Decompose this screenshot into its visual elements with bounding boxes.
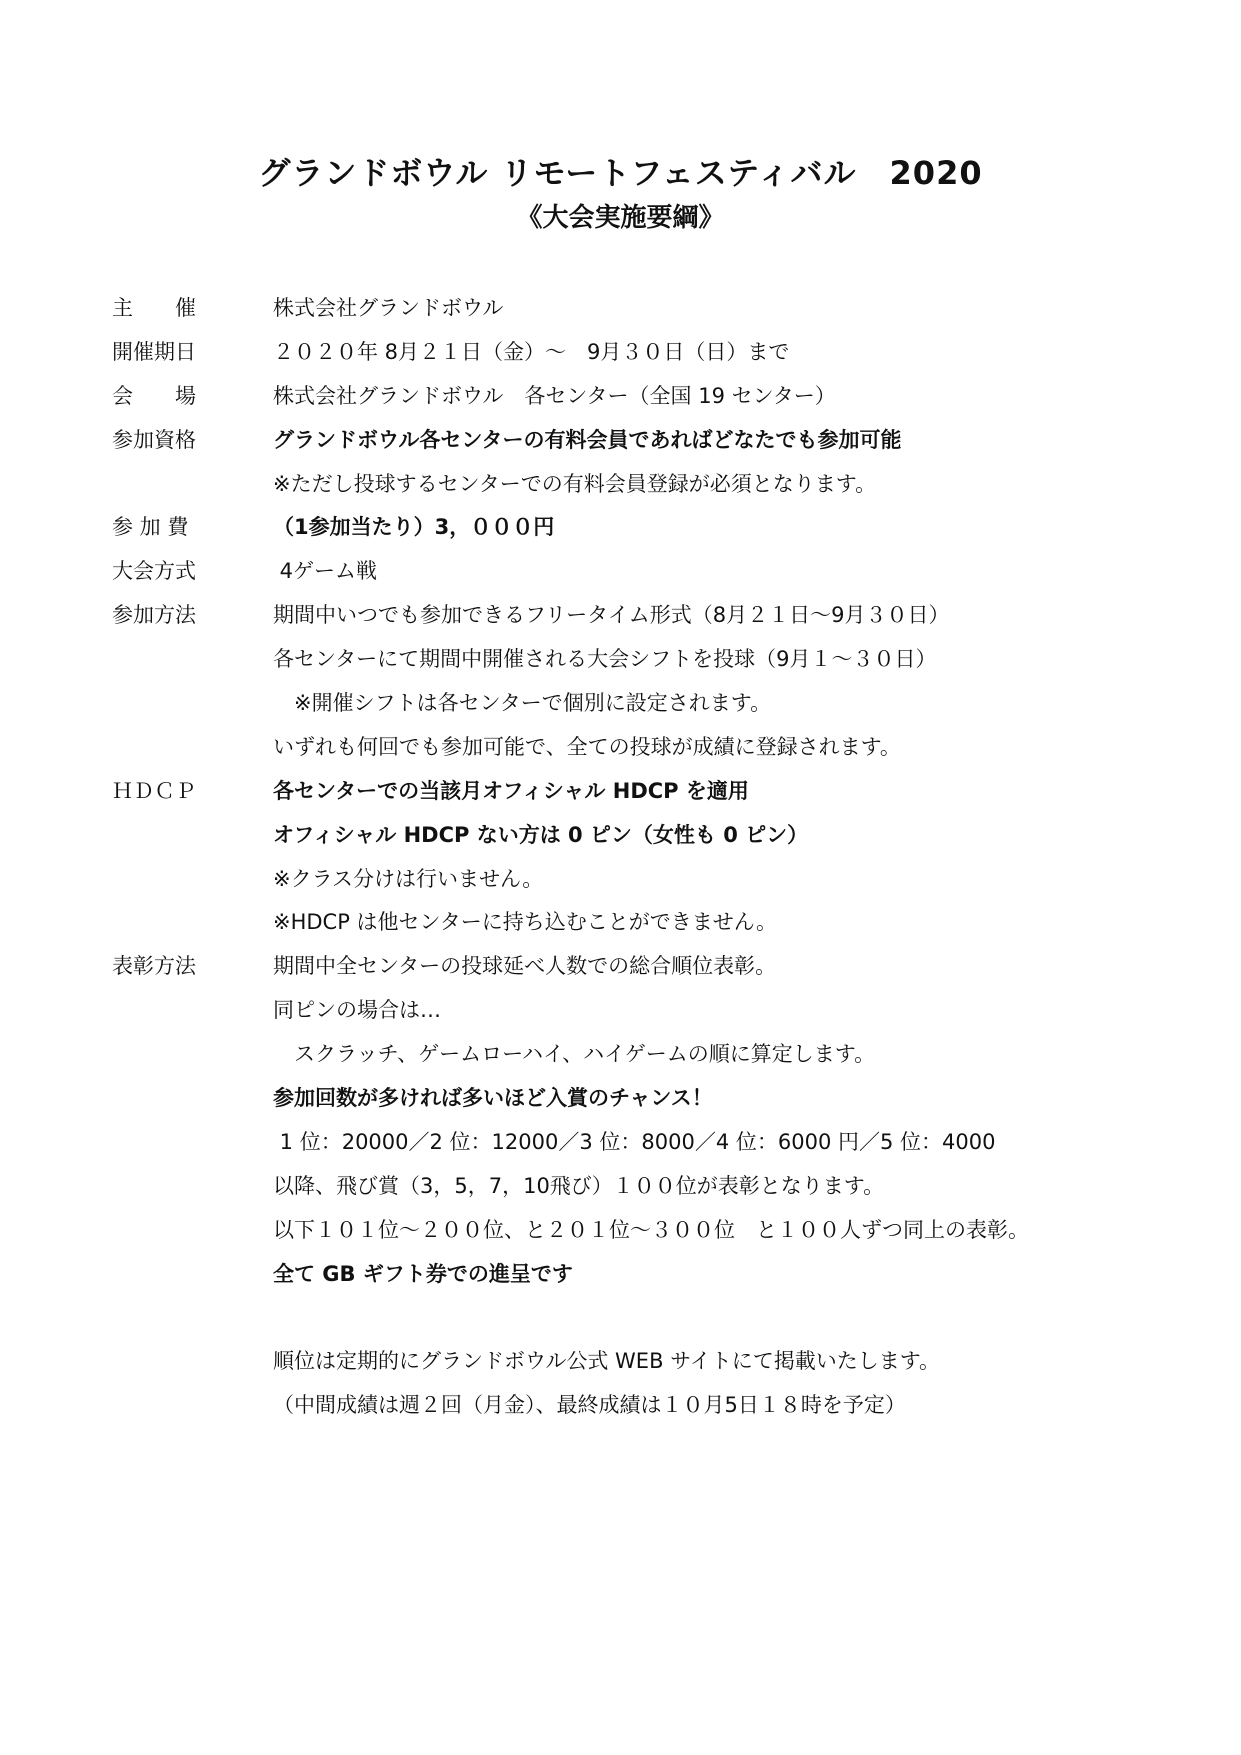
outline-row xyxy=(112,375,1192,419)
row-value: 4ゲーム戦 xyxy=(273,559,378,584)
row-value: 同ピンの場合は… xyxy=(273,998,441,1023)
row-value: 各センターでの当該月オフィシャル HDCP を適用 xyxy=(273,778,749,803)
outline-row xyxy=(112,770,1192,814)
row-value: スクラッチ、ゲームローハイ、ハイゲームの順に算定します。 xyxy=(273,1042,876,1067)
outline-row xyxy=(112,638,1192,682)
document-title: グランドボウル リモートフェスティバル 2020 xyxy=(258,154,983,192)
outline-row xyxy=(112,1121,1192,1165)
row-value: （1参加当たり）3，０００円 xyxy=(273,515,555,540)
row-value: 期間中いつでも参加できるフリータイム形式（8月２１日～9月３０日） xyxy=(273,603,950,628)
outline-table xyxy=(112,287,1192,1428)
outline-row xyxy=(112,463,1192,507)
document-subtitle: 《大会実施要綱》 xyxy=(516,203,725,233)
outline-row xyxy=(112,726,1192,770)
outline-row xyxy=(112,1033,1192,1077)
outline-row xyxy=(112,1165,1192,1209)
row-value: 以下１０１位～２００位、と２０１位～３００位 と１００人ずつ同上の表彰。 xyxy=(273,1217,1029,1242)
outline-row xyxy=(112,682,1192,726)
row-value: グランドボウル各センターの有料会員であればどなたでも参加可能 xyxy=(273,427,902,452)
outline-row xyxy=(112,814,1192,858)
row-value: ※クラス分けは行いません。 xyxy=(273,866,544,891)
outline-row xyxy=(112,989,1192,1033)
row-label: 参加方法 xyxy=(112,603,196,628)
outline-row xyxy=(112,550,1192,594)
row-value: （中間成績は週２回（月金）、最終成績は１０月5日１８時を予定） xyxy=(273,1393,906,1418)
outline-row xyxy=(112,858,1192,902)
outline-row xyxy=(112,594,1192,638)
row-value: 各センターにて期間中開催される大会シフトを投球（9月１～３０日） xyxy=(273,647,937,672)
outline-row xyxy=(112,1253,1192,1297)
outline-row xyxy=(112,331,1192,375)
row-value: ２０２０年 8月２１日（金）～ 9月３０日（日）まで xyxy=(273,339,790,364)
outline-row xyxy=(112,419,1192,463)
outline-row xyxy=(112,1209,1192,1253)
row-label: 表彰方法 xyxy=(112,954,196,979)
row-label: 会 場 xyxy=(112,383,196,408)
outline-row xyxy=(112,1077,1192,1121)
row-label: 大会方式 xyxy=(112,559,196,584)
outline-row xyxy=(112,1384,1192,1428)
row-label: 主 催 xyxy=(112,296,196,320)
row-label: 参加資格 xyxy=(112,427,196,452)
row-value: ※開催シフトは各センターで個別に設定されます。 xyxy=(273,691,772,716)
row-value: 1 位：20000／2 位：12000／3 位：8000／4 位：6000 円／5 位：4000 xyxy=(273,1129,996,1154)
outline-row xyxy=(112,901,1192,945)
row-value: 全て GB ギフト券での進呈です xyxy=(273,1261,573,1286)
outline-row xyxy=(112,1296,1192,1340)
row-label: ＨＤＣＰ xyxy=(112,778,196,803)
row-value: オフィシャル HDCP ない方は 0 ピン（女性も 0 ピン） xyxy=(273,822,809,847)
row-value: いずれも何回でも参加可能で、全ての投球が成績に登録されます。 xyxy=(273,734,901,759)
row-value: 期間中全センターの投球延べ人数での総合順位表彰。 xyxy=(273,954,777,979)
row-value: 以降、飛び賞（3，5，7，10飛び）１００位が表彰となります。 xyxy=(273,1173,885,1198)
row-label: 参 加 費 xyxy=(112,515,189,540)
row-value: ※ただし投球するセンターでの有料会員登録が必須となります。 xyxy=(273,471,877,496)
outline-row xyxy=(112,287,1192,331)
row-value: 株式会社グランドボウル xyxy=(273,296,504,320)
row-value: 参加回数が多ければ多いほど入賞のチャンス！ xyxy=(273,1086,713,1111)
row-label: 開催期日 xyxy=(112,339,196,364)
row-value: ※HDCP は他センターに持ち込むことができません。 xyxy=(273,910,777,935)
row-value: 順位は定期的にグランドボウル公式 WEB サイトにて掲載いたします。 xyxy=(273,1349,941,1374)
row-value: 株式会社グランドボウル 各センター（全国 19 センター） xyxy=(273,383,836,408)
outline-row xyxy=(112,506,1192,550)
outline-row xyxy=(112,945,1192,989)
outline-row xyxy=(112,1340,1192,1384)
